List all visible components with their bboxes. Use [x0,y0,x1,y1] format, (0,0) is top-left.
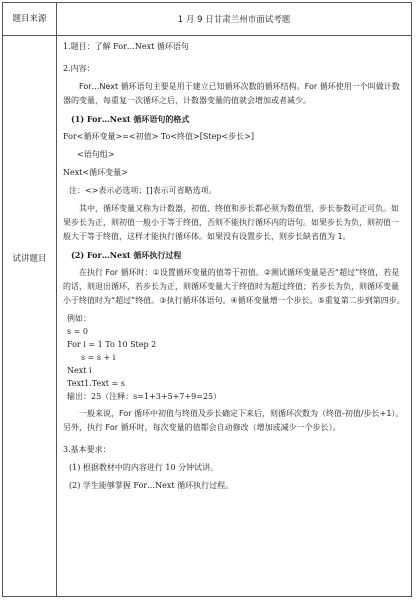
code-example [63,312,405,403]
content-heading: 2.内容： [63,64,95,73]
code-line: Next i [67,366,92,375]
exam-title: 1 月 9 日甘肃兰州市面试考题 [177,15,291,25]
format-line-1: For<循环变量>=<初值> To<终值>[Step<步长>] [63,132,254,141]
paragraph-execution-steps: 在执行 For 循环时：①设置循环变量的值等于初值。②测试循环变量是否“超过”终值，若是的话，则退出循环，若步长为正，则循环变量大于终值时为超过终值；若步长为负，则循环变量小于终值时为“超过”终值。③执行循环体语句。④循环变量增一个步长。⑤重复第二步到第四步。 [63,268,405,305]
section-1-title: (1) For…Next 循环语句的格式 [71,114,190,124]
paragraph-step-rules: 其中，循环变量又称为计数器，初值、终值和步长都必须为数值型，步长参数可正可负。如果步长为正，则初值一般小于等于终值，否则不能执行循环内的语句。如果步长为负，则初值一般大于等于终值，这样才能执行循环体。如果没有设置步长，则步长缺省值为 1。 [63,204,399,241]
requirement-item: (1) 根据教材中的内容进行 10 分钟试讲。 [69,463,219,472]
intro-paragraph: For…Next 循环语句主要是用于建立已知循环次数的循环结构。For 循环使用一个叫做计数器的变量，每重复一次循环之后，计数器变量的值就会增加或者减少。 [63,82,400,105]
exam-question-table [2,2,412,597]
requirement-item: (2) 学生能够掌握 For…Next 循环执行过程。 [69,481,234,490]
example-label: 例如： [67,314,91,323]
topic-line: 1.题目：了解 For…Next 循环语句 [63,42,189,51]
column-divider [56,3,57,596]
format-line-3: Next<循环变量> [63,168,128,177]
question-content [63,36,405,493]
format-note: 注：<>表示必选项；[]表示可省略选项。 [69,186,217,195]
output-line: 输出：25（注释：s=1+3+5+7+9=25） [67,392,222,401]
section-2-title: (2) For…Next 循环执行过程 [71,250,182,260]
code-line: For i = 1 To 10 Step 2 [67,340,157,349]
code-line: Text1.Text = s [67,379,125,388]
row-label-trial-topic: 试讲题目 [12,254,47,264]
requirements-heading: 3.基本要求： [63,445,111,454]
format-line-2: <语句组> [77,150,115,159]
source-label: 题目来源 [12,14,47,24]
code-line: s = s + i [81,353,116,362]
paragraph-loop-count: 一般来说，For 循环中初值与终值及步长确定下来后，则循环次数为（终值-初值/步长+1）。另外，执行 For 循环时，每次变量的值都会自动修改（增加或减少一个步长）。 [63,409,404,432]
code-line: s = 0 [67,327,88,336]
